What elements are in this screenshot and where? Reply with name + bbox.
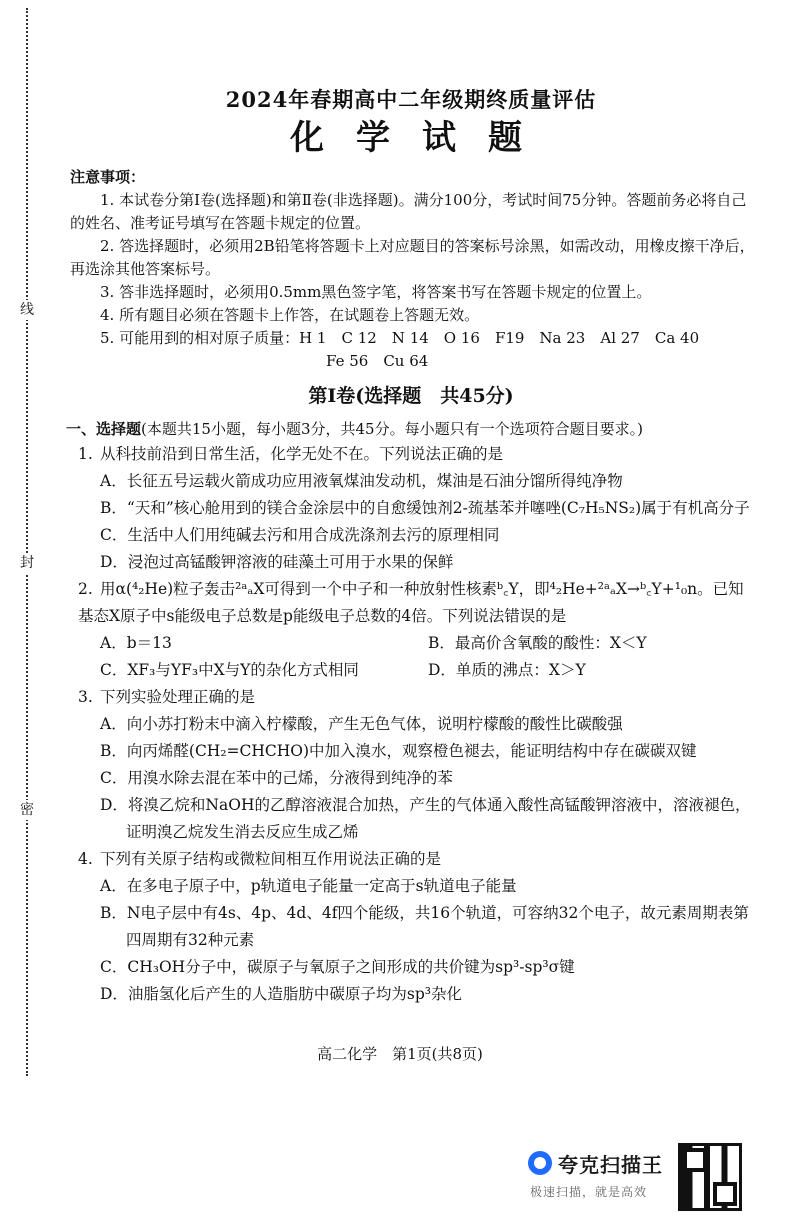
option-b: B．“天和”核心舱用到的镁合金涂层中的自愈缓蚀剂2-巯基苯并噻唑(C₇H₅NS₂)属于有机高分子 (100, 499, 750, 517)
question-4 (66, 846, 756, 1008)
notice-item-1: 1. 本试卷分第Ⅰ卷(选择题)和第Ⅱ卷(非选择题)。满分100分，考试时间75分钟。答题前务必将自己的姓名、准考证号填写在答题卡规定的位置。 (70, 191, 747, 232)
question-stem: 从科技前沿到日常生活，化学无处不在。下列说法正确的是 (100, 445, 504, 463)
scanner-logo-icon (528, 1151, 552, 1175)
binding-mark-line: 线 (20, 302, 34, 318)
binding-mark-seal: 封 (20, 555, 34, 571)
option-c: C．生活中人们用纯碱去污和用合成洗涤剂去污的原理相同 (100, 526, 500, 544)
option-c: C．用溴水除去混在苯中的己烯，分液得到纯净的苯 (100, 769, 453, 787)
option-b: B．最高价含氧酸的酸性：X＜Y (428, 634, 647, 652)
notice-heading: 注意事项： (70, 168, 146, 186)
question-2 (66, 576, 756, 684)
part-title: 第Ⅰ卷(选择题 共45分) (308, 385, 514, 407)
binding-line (26, 8, 29, 1076)
scanner-name: 夸克扫描王 (558, 1153, 663, 1177)
question-3 (66, 684, 756, 846)
option-d: D．浸泡过高锰酸钾溶液的硅藻土可用于水果的保鲜 (100, 553, 454, 571)
option-c: C．XF₃与YF₃中X与Y的杂化方式相同 (100, 661, 359, 679)
question-stem: 下列有关原子结构或微粒间相互作用说法正确的是 (100, 850, 442, 868)
option-b: B．向丙烯醛(CH₂=CHCHO)中加入溴水，观察橙色褪去，能证明结构中存在碳碳双键 (100, 742, 697, 760)
question-stem: 下列实验处理正确的是 (100, 688, 256, 706)
question-number: 1. (78, 445, 93, 463)
question-number: 4. (78, 850, 93, 868)
scanner-watermark (528, 1143, 798, 1209)
binding-mark-secret: 密 (20, 802, 34, 818)
exam-page (66, 84, 756, 1008)
option-d: D．油脂氢化后产生的人造脂肪中碳原子均为sp³杂化 (100, 985, 463, 1003)
option-c: C．CH₃OH分子中，碳原子与氧原子之间形成的共价键为sp³-sp³σ键 (100, 958, 575, 976)
section-label: 一、选择题 (66, 420, 142, 438)
section-desc: (本题共15小题，每小题3分，共45分。每小题只有一个选项符合题目要求。) (141, 420, 643, 438)
qr-code-icon (678, 1143, 742, 1211)
subject-title: 化学试题 (290, 118, 554, 158)
option-a: A．向小苏打粉末中滴入柠檬酸，产生无色气体，说明柠檬酸的酸性比碳酸强 (100, 715, 623, 733)
notice-item-5: 5. 可能用到的相对原子质量：H 1 C 12 N 14 O 16 F19 Na 23 Al 27 Ca 40 (100, 329, 700, 347)
notice-item-5-cont: Fe 56 Cu 64 (326, 352, 429, 370)
option-d: D．将溴乙烷和NaOH的乙醇溶液混合加热，产生的气体通入酸性高锰酸钾溶液中，溶液褪色，证明溴乙烷发生消去反应生成乙烯 (100, 796, 751, 841)
notice-item-3: 3. 答非选择题时，必须用0.5mm黑色签字笔，将答案书写在答题卡规定的位置上。 (100, 283, 652, 301)
option-d: D．单质的沸点：X＞Y (428, 661, 586, 679)
scanner-slogan: 极速扫描，就是高效 (530, 1185, 648, 1199)
question-number: 3. (78, 688, 93, 706)
page-footer: 高二化学 第1页(共8页) (317, 1045, 483, 1063)
question-number: 2. (78, 580, 93, 598)
exam-title: 2024年春期高中二年级期终质量评估 (225, 87, 597, 112)
question-1 (66, 441, 756, 576)
option-a: A．长征五号运载火箭成功应用液氧煤油发动机，煤油是石油分馏所得纯净物 (100, 472, 623, 490)
question-stem: 用α(⁴₂He)粒子轰击²ᵃₐX可得到一个中子和一种放射性核素ᵇ꜀Y，即⁴₂He+²ᵃₐX→ᵇ꜀Y+¹₀n。已知基态X原子中s能级电子总数是p能级电子总数的4倍。下列说法错误的是 (78, 580, 744, 625)
notice-item-4: 4. 所有题目必须在答题卡上作答，在试题卷上答题无效。 (100, 306, 480, 324)
option-b: B．N电子层中有4s、4p、4d、4f四个能级，共16个轨道，可容纳32个电子，故元素周期表第四周期有32种元素 (100, 904, 749, 949)
option-a: A．在多电子原子中，p轨道电子能量一定高于s轨道电子能量 (100, 877, 517, 895)
notice-section (66, 166, 756, 373)
option-a: A．b＝13 (100, 634, 172, 652)
notice-item-2: 2. 答选择题时，必须用2B铅笔将答题卡上对应题目的答案标号涂黑，如需改动，用橡皮擦干净后，再选涂其他答案标号。 (70, 237, 755, 278)
section-heading (66, 417, 756, 441)
